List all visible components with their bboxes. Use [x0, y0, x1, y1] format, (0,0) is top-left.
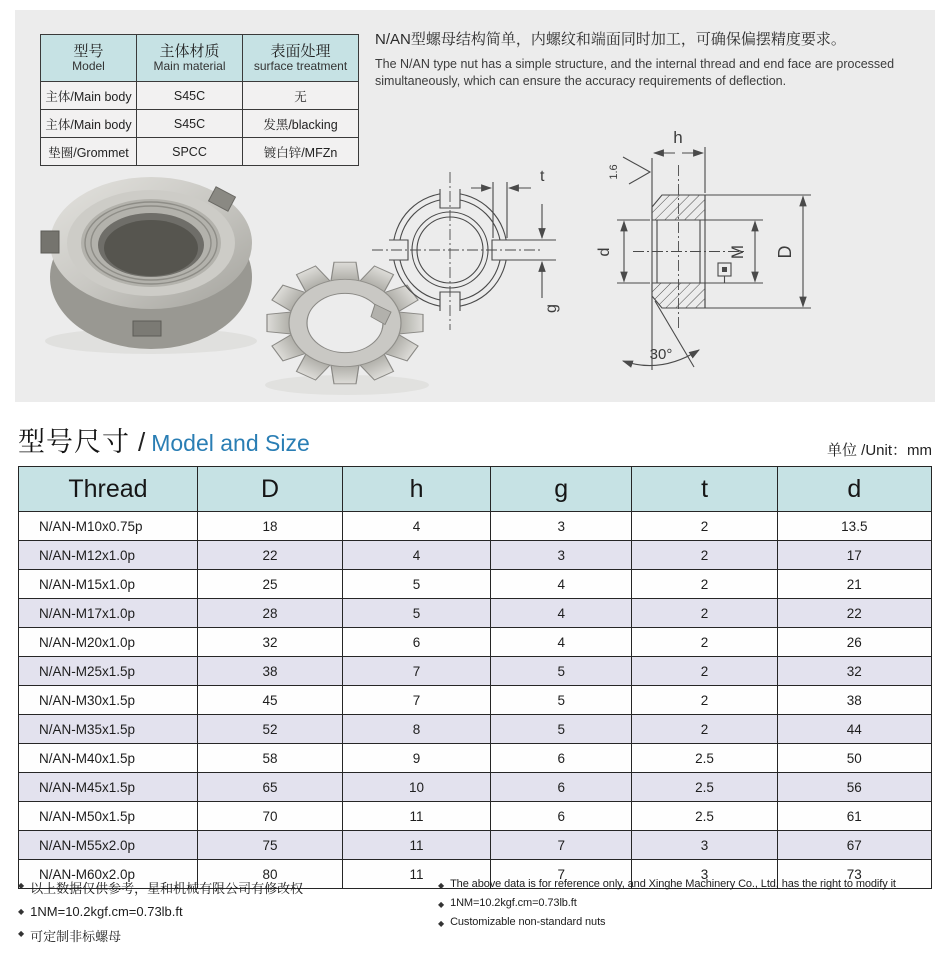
- note-item: [438, 878, 932, 890]
- dim-label-D: D: [775, 245, 795, 259]
- value-cell: 44: [777, 715, 931, 744]
- thread-cell: N/AN-M10x0.75p: [19, 512, 198, 541]
- unit-label: 单位 /Unit：mm: [826, 442, 932, 459]
- footnotes: [18, 878, 932, 952]
- size-column-header: d: [777, 467, 931, 512]
- thread-cell: N/AN-M12x1.0p: [19, 541, 198, 570]
- section-view-drawing: [593, 123, 938, 398]
- table-row: [19, 657, 932, 686]
- value-cell: 45: [197, 686, 342, 715]
- spec-table-cell: 垫圈/Grommet: [41, 138, 137, 166]
- value-cell: 17: [777, 541, 931, 570]
- size-column-header: Thread: [19, 467, 198, 512]
- spec-table-cell: 主体/Main body: [41, 110, 137, 138]
- table-row: [19, 802, 932, 831]
- spec-table-row: [41, 138, 359, 166]
- section-title-cn: 型号尺寸: [18, 427, 130, 457]
- spec-table-header-row: [41, 35, 359, 82]
- note-text: Customizable non-standard nuts: [450, 916, 606, 928]
- spec-header-en: Model: [72, 59, 105, 74]
- spec-header-en: Main material: [153, 59, 226, 74]
- spec-table-row: [41, 82, 359, 110]
- size-column-header: h: [343, 467, 491, 512]
- value-cell: 50: [777, 744, 931, 773]
- value-cell: 18: [197, 512, 342, 541]
- value-cell: 32: [777, 657, 931, 686]
- diamond-bullet-icon: ◆: [438, 881, 445, 890]
- dim-label-g: g: [543, 304, 560, 313]
- thread-cell: N/AN-M45x1.5p: [19, 773, 198, 802]
- thread-cell: N/AN-M50x1.5p: [19, 802, 198, 831]
- value-cell: 5: [343, 570, 491, 599]
- spec-column-header: [243, 35, 359, 82]
- top-panel: [15, 10, 935, 402]
- description-en: The N/AN type nut has a simple structure, and the internal thread and end face are processed simultaneously, which can ensure the accuracy requirements of deflection.: [375, 57, 895, 88]
- value-cell: 9: [343, 744, 491, 773]
- roughness-label: 1.6: [608, 164, 620, 180]
- value-cell: 4: [490, 628, 632, 657]
- value-cell: 4: [490, 570, 632, 599]
- table-row: [19, 686, 932, 715]
- value-cell: 13.5: [777, 512, 931, 541]
- spec-header-cn: 表面处理: [270, 42, 331, 60]
- table-row: [19, 628, 932, 657]
- value-cell: 52: [197, 715, 342, 744]
- value-cell: 8: [343, 715, 491, 744]
- material-spec-table: [40, 34, 359, 166]
- note-text: 1NM=10.2kgf.cm=0.73lb.ft: [30, 904, 183, 919]
- table-row: [19, 744, 932, 773]
- spec-header-cn: 型号: [73, 42, 104, 60]
- front-view-drawing: [370, 148, 585, 393]
- section-title-en: Model and Size: [151, 430, 310, 456]
- value-cell: 11: [343, 802, 491, 831]
- value-cell: 7: [490, 860, 632, 889]
- spec-table-cell: S45C: [137, 110, 243, 138]
- value-cell: 2: [632, 541, 777, 570]
- diamond-bullet-icon: ◆: [18, 929, 25, 938]
- spec-table-cell: S45C: [137, 82, 243, 110]
- value-cell: 26: [777, 628, 931, 657]
- value-cell: 6: [490, 744, 632, 773]
- spec-column-header: [41, 35, 137, 82]
- diamond-bullet-icon: ◆: [18, 907, 25, 916]
- thread-cell: N/AN-M17x1.0p: [19, 599, 198, 628]
- value-cell: 2: [632, 686, 777, 715]
- spec-table-row: [41, 110, 359, 138]
- value-cell: 3: [632, 860, 777, 889]
- value-cell: 56: [777, 773, 931, 802]
- note-item: [438, 897, 932, 909]
- value-cell: 2.5: [632, 773, 777, 802]
- value-cell: 5: [490, 657, 632, 686]
- footnotes-en: [438, 878, 932, 952]
- description-cn: N/AN型螺母结构简单，内螺纹和端面同时加工，可确保偏摆精度要求。: [375, 31, 846, 48]
- thread-cell: N/AN-M40x1.5p: [19, 744, 198, 773]
- note-text: 1NM=10.2kgf.cm=0.73lb.ft: [450, 897, 577, 909]
- spec-table-cell: SPCC: [137, 138, 243, 166]
- thread-cell: N/AN-M15x1.0p: [19, 570, 198, 599]
- table-row: [19, 570, 932, 599]
- value-cell: 3: [632, 831, 777, 860]
- note-text: 可定制非标螺母: [30, 929, 122, 944]
- table-row: [19, 599, 932, 628]
- value-cell: 6: [490, 802, 632, 831]
- diamond-bullet-icon: ◆: [18, 881, 25, 890]
- spec-table-cell: 发黑/blacking: [243, 110, 359, 138]
- value-cell: 70: [197, 802, 342, 831]
- spec-table-cell: 无: [243, 82, 359, 110]
- thread-cell: N/AN-M35x1.5p: [19, 715, 198, 744]
- table-row: [19, 541, 932, 570]
- value-cell: 32: [197, 628, 342, 657]
- thread-cell: N/AN-M20x1.0p: [19, 628, 198, 657]
- spec-table-cell: 主体/Main body: [41, 82, 137, 110]
- value-cell: 4: [343, 512, 491, 541]
- value-cell: 11: [343, 831, 491, 860]
- spec-header-cn: 主体材质: [159, 42, 220, 60]
- value-cell: 22: [777, 599, 931, 628]
- value-cell: 5: [490, 715, 632, 744]
- value-cell: 28: [197, 599, 342, 628]
- value-cell: 11: [343, 860, 491, 889]
- table-row: [19, 831, 932, 860]
- value-cell: 7: [490, 831, 632, 860]
- diamond-bullet-icon: ◆: [438, 919, 445, 928]
- thread-cell: N/AN-M30x1.5p: [19, 686, 198, 715]
- value-cell: 5: [490, 686, 632, 715]
- value-cell: 22: [197, 541, 342, 570]
- dim-label-h: h: [673, 128, 683, 147]
- size-column-header: g: [490, 467, 632, 512]
- value-cell: 2.5: [632, 744, 777, 773]
- table-row: [19, 773, 932, 802]
- value-cell: 2: [632, 715, 777, 744]
- value-cell: 21: [777, 570, 931, 599]
- size-column-header: t: [632, 467, 777, 512]
- value-cell: 2: [632, 512, 777, 541]
- value-cell: 4: [490, 599, 632, 628]
- value-cell: 6: [343, 628, 491, 657]
- value-cell: 7: [343, 657, 491, 686]
- section-title-separator: /: [138, 427, 146, 457]
- dim-label-M: M: [728, 244, 747, 260]
- value-cell: 3: [490, 512, 632, 541]
- table-row: [19, 512, 932, 541]
- angle-label: 30°: [649, 346, 673, 363]
- size-column-header: D: [197, 467, 342, 512]
- dim-label-d: d: [596, 247, 613, 257]
- model-size-table: [18, 466, 932, 889]
- note-item: [18, 926, 438, 945]
- value-cell: 2: [632, 599, 777, 628]
- value-cell: 3: [490, 541, 632, 570]
- spec-column-header: [137, 35, 243, 82]
- size-table-header-row: [19, 467, 932, 512]
- value-cell: 61: [777, 802, 931, 831]
- value-cell: 2: [632, 628, 777, 657]
- value-cell: 10: [343, 773, 491, 802]
- note-text: 以上数据仅供参考，星和机械有限公司有修改权: [30, 881, 304, 896]
- thread-cell: N/AN-M25x1.5p: [19, 657, 198, 686]
- spec-table-cell: 镀白锌/MFZn: [243, 138, 359, 166]
- value-cell: 65: [197, 773, 342, 802]
- value-cell: 73: [777, 860, 931, 889]
- value-cell: 58: [197, 744, 342, 773]
- thread-cell: N/AN-M60x2.0p: [19, 860, 198, 889]
- value-cell: 38: [777, 686, 931, 715]
- value-cell: 5: [343, 599, 491, 628]
- value-cell: 7: [343, 686, 491, 715]
- footnotes-cn: [18, 878, 438, 952]
- value-cell: 2: [632, 570, 777, 599]
- dim-label-t: t: [540, 168, 545, 185]
- note-text: The above data is for reference only, and Xinghe Machinery Co., Ltd. has the right to modify it: [450, 878, 896, 890]
- section-title-row: [18, 420, 932, 462]
- note-item: [18, 904, 438, 919]
- lock-nut-photo: [41, 177, 257, 354]
- product-description: [375, 28, 923, 90]
- diamond-bullet-icon: ◆: [438, 900, 445, 909]
- table-row: [19, 715, 932, 744]
- thread-cell: N/AN-M55x2.0p: [19, 831, 198, 860]
- value-cell: 6: [490, 773, 632, 802]
- value-cell: 67: [777, 831, 931, 860]
- value-cell: 2.5: [632, 802, 777, 831]
- value-cell: 25: [197, 570, 342, 599]
- value-cell: 38: [197, 657, 342, 686]
- value-cell: 80: [197, 860, 342, 889]
- value-cell: 75: [197, 831, 342, 860]
- value-cell: 2: [632, 657, 777, 686]
- note-item: [438, 916, 932, 928]
- value-cell: 4: [343, 541, 491, 570]
- note-item: [18, 878, 438, 897]
- spec-header-en: surface treatment: [253, 59, 348, 74]
